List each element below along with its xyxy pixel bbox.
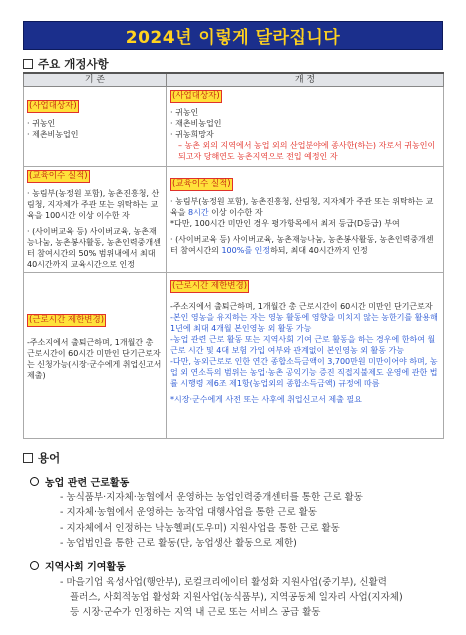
list-item: · 귀농인: [27, 119, 56, 129]
cell-before-education: [24, 167, 167, 273]
paragraph: · (사이버교육 등) 사이버교육, 농촌재능나눔, 농촌봉사활동, 농촌인력중개센터 참여시간의 50% 범위내에서 최대 40시간까지 교육시간으로 인정: [27, 227, 161, 270]
section-heading-label: 주요 개정사항: [38, 57, 109, 71]
list-item: [30, 576, 430, 620]
paragraph: -주소지에서 출퇴근하며, 1개월간 총 근로시간이 60시간 미만인 단기근로자는 신청가능(시장·군수에게 취업신고서 제출): [27, 337, 162, 380]
terms-section: [30, 468, 430, 621]
term-category-label: 농업 관련 근로활동: [45, 478, 130, 489]
paragraph: · (사이버교육 등) 사이버교육, 농촌재능나눔, 농촌봉사활동, 농촌인력중개센터 참여시간의 100%를 인정하되, 최대 40시간까지 인정: [170, 235, 434, 256]
square-bullet-icon: [23, 59, 33, 69]
list-item: · 재촌비농업인: [170, 119, 222, 129]
cell-before-target: [24, 87, 167, 167]
text-line: 등 시장·군수가 인정하는 지역 내 근로 또는 서비스 공급 활동: [70, 606, 321, 618]
label-tag: (교육이수 실적): [172, 179, 231, 190]
list-item: - 농업법인을 통한 근로 활동(단, 농업생산 활동으로 제한): [60, 538, 297, 550]
column-header-after: 개 정: [167, 73, 444, 87]
label-tag: (사업대상자): [29, 101, 77, 112]
cell-after-target: [167, 87, 444, 167]
term-category: [30, 474, 430, 489]
label-tag: (근로시간 제한변경): [172, 281, 248, 292]
paragraph: · 농림부(농정원 포함), 농촌진흥청, 산림청, 지자체가 주관 또는 위탁하는 교육을 100시간 이상 이수한 자: [27, 189, 160, 221]
cell-after-education: [167, 167, 444, 273]
list-item: - 농식품부·지자체·농협에서 운영하는 농업인력중개센터를 통한 근로 활동: [60, 492, 363, 503]
label-tag: (교육이수 실적): [29, 171, 88, 182]
page-title: 2024년 이렇게 달라집니다: [23, 21, 443, 50]
paragraph: -다만, 농외근로로 인한 연간 종합소득금액이 3,700만원 미만이어야 하며, 농업 외 연소득의 범위는 농업·농촌 공익기능 증진 직접지불제도 운영에 관한 법률 시행령 제6조 제1항(농업외의 종합소득금액) 규정에 따름: [170, 357, 438, 389]
list-item: · 귀농희망자: [170, 130, 214, 140]
term-category-label: 지역사회 기여활동: [45, 562, 126, 574]
column-header-before: 기 존: [24, 73, 167, 87]
list-item: - 지자체·농협에서 운영하는 농작업 대행사업을 통한 근로 활동: [60, 507, 318, 519]
table-row: [24, 167, 444, 273]
term-category: [30, 558, 430, 573]
paragraph: -농업 관련 근로 활동 또는 지역사회 기여 근로 활동을 하는 경우에 한하여 월 근로 시간 및 4대 보험 가입 여부와 관계없이 본인영농 외 활동 가능: [170, 334, 436, 355]
note-text: *시장·군수에게 사전 또는 사후에 취업신고서 제출 필요: [170, 395, 362, 405]
cell-after-worktime: [167, 273, 444, 439]
paragraph: · 농림부(농정원 포함), 농촌진흥청, 산림청, 지자체가 주관 또는 위탁하는 교육을 8시간 이상 이수한 자: [170, 197, 434, 218]
table-row: [24, 273, 444, 439]
note-text: – 농촌 외의 지역에서 농업 외의 산업분야에 종사한(하는) 자로서 귀농인이 되고자 당해연도 농촌지역으로 전입 예정인 자: [178, 141, 436, 162]
text-line: - 마을기업 육성사업(행안부), 로컬크리에이터 활성화 지원사업(중기부), 신활력: [60, 577, 387, 589]
circle-bullet-icon: [30, 561, 39, 570]
comparison-table: [23, 72, 444, 439]
list-item: · 귀농인: [170, 108, 199, 118]
section-heading-label: 용어: [38, 451, 61, 465]
label-tag: (사업대상자): [172, 91, 220, 102]
label-tag: (근로시간 제한변경): [29, 315, 105, 326]
text-line: 플러스, 사회적농업 활성화 지원사업(농식품부), 지역공동체 일자리 사업(지자체): [70, 592, 403, 604]
paragraph: -주소지에서 출퇴근하며, 1개월간 총 근로시간이 60시간 미만인 단기근로자: [170, 301, 433, 311]
cell-before-worktime: [24, 273, 167, 439]
square-bullet-icon: [23, 453, 33, 463]
section-heading-main-changes: [23, 56, 109, 72]
circle-bullet-icon: [30, 477, 39, 486]
table-row: [24, 87, 444, 167]
list-item: - 지자체에서 인정하는 낙농헬퍼(도우미) 지원사업을 통한 근로 활동: [60, 522, 340, 534]
list-item: · 제촌비농업인: [27, 130, 79, 140]
paragraph: *다만, 100시간 미만인 경우 평가항목에서 최저 등급(D등급) 부여: [170, 219, 400, 229]
section-heading-terms: [23, 450, 60, 466]
paragraph: -본인 영농을 유지하는 자는 영농 활동에 영향을 미치지 않는 농한기를 활용해 1년에 최대 4개월 본인영농 외 활동 가능: [170, 312, 438, 333]
